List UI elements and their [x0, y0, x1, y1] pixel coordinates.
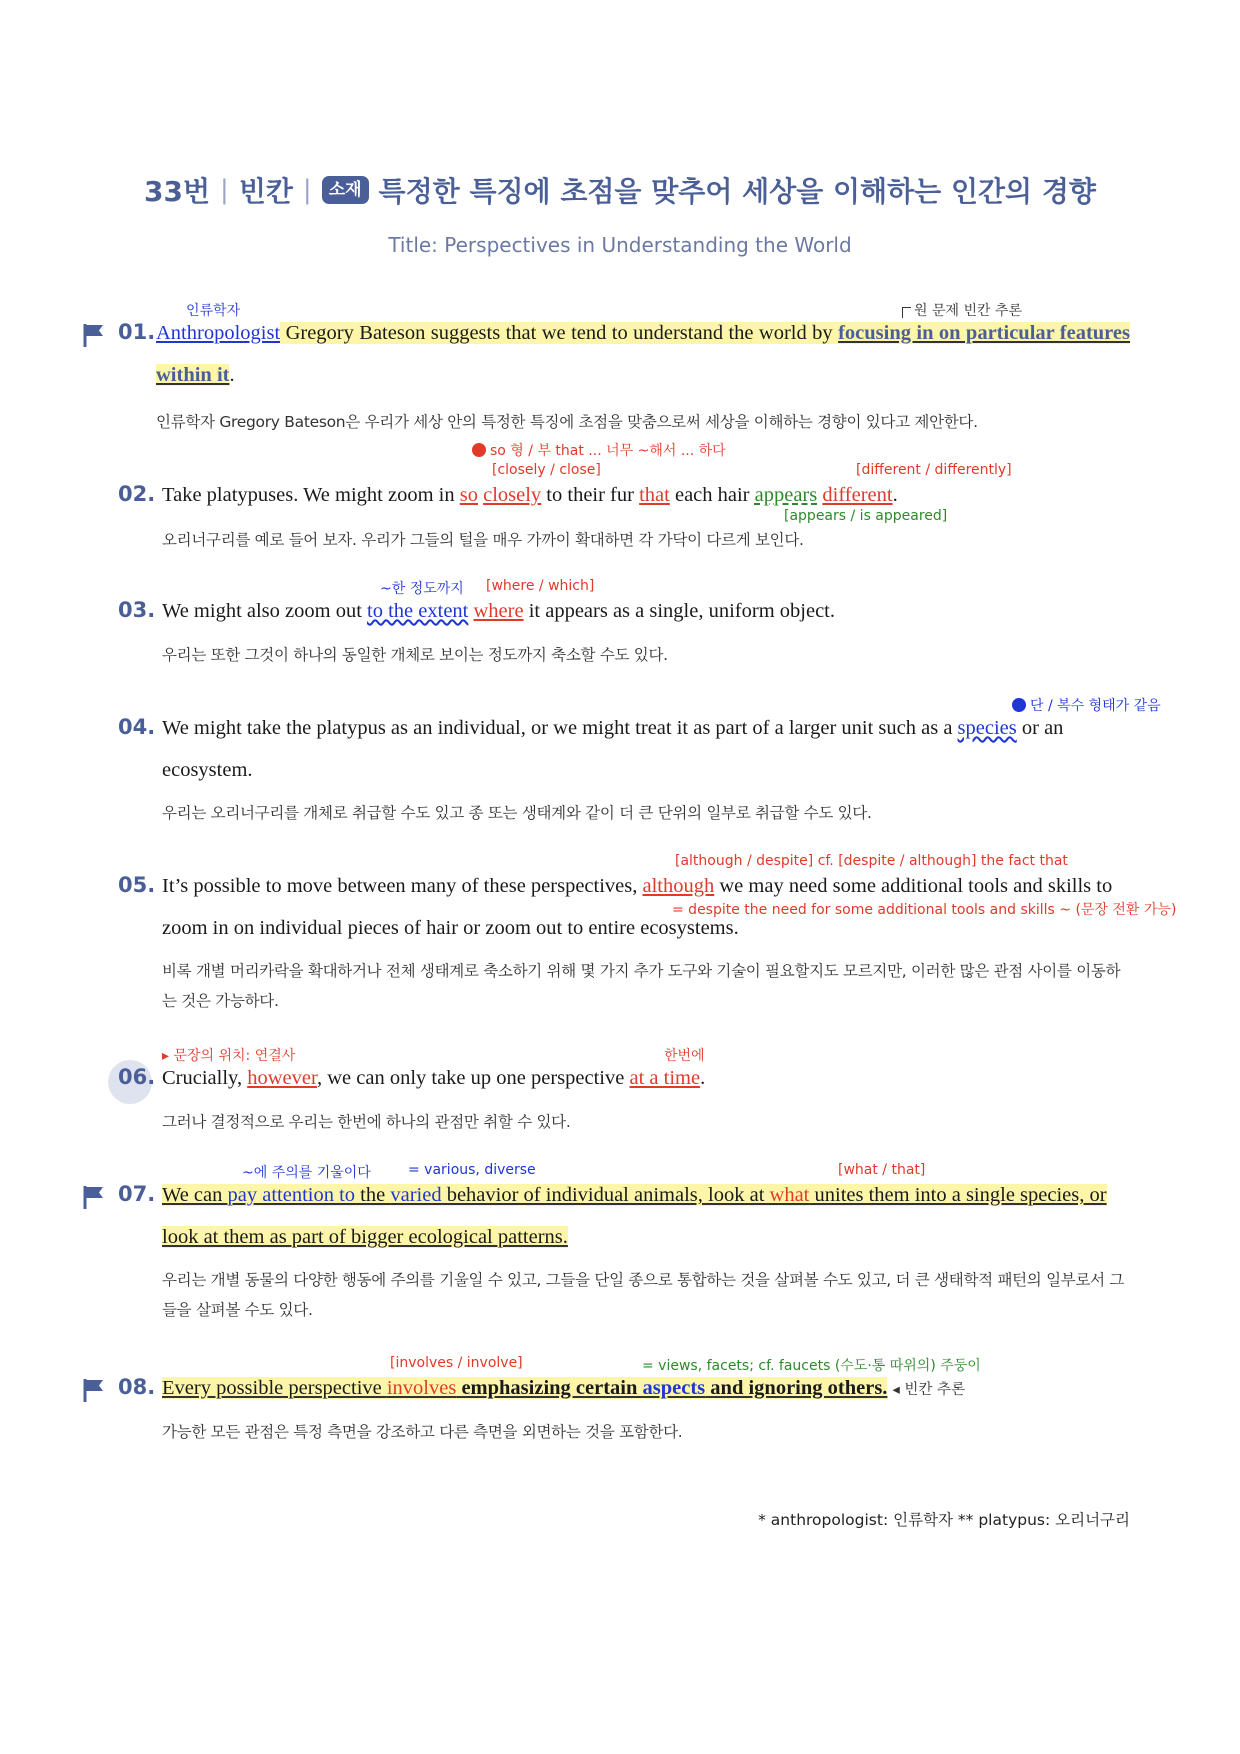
ann-species: 단 / 복수 형태가 같음	[1012, 695, 1161, 715]
word-closely: closely	[483, 484, 542, 506]
phrase-pay-attention: pay attention to	[227, 1184, 356, 1206]
ann-aspects: = views, facets; cf. faucets (수도·통 따위의) 주둥이	[642, 1358, 981, 1374]
ann-despite-the-need: = despite the need for some additional tools and skills ~ (문장 전환 가능)	[672, 902, 1177, 918]
english-sentence: Take platypuses. We might zoom in so closely to their fur that each hair appears different.	[162, 484, 898, 506]
korean-translation: 우리는 또한 그것이 하나의 동일한 개체로 보이는 정도까지 축소할 수도 있다.	[162, 646, 668, 664]
header-title: 33번 | 빈칸 | 소재 특정한 특징에 초점을 맞추어 세상을 이해하는 인간의 경향	[144, 170, 1096, 210]
flag-icon	[82, 1377, 106, 1403]
ann-anthropologist: 인류학자	[186, 303, 241, 319]
ann-at-a-time: 한번에	[664, 1048, 705, 1064]
sentence-number: 08.	[118, 1375, 156, 1399]
ann-different: [different / differently]	[856, 462, 1012, 478]
english-sentence: We might also zoom out to the extent where it appears as a single, uniform object.	[162, 600, 835, 622]
text-mid: Gregory Bateson suggests that we tend to understand the world by	[280, 322, 839, 344]
korean-translation: 우리는 개별 동물의 다양한 행동에 주의를 기울일 수 있고, 그들을 단일 종으로 통합하는 것을 살펴볼 수도 있고, 더 큰 생태학적 패턴의 일부로서 그들을 살펴볼 수도 있다.	[162, 1271, 1125, 1319]
page-header	[0, 170, 1240, 210]
sentence-number: 06.	[118, 1065, 156, 1089]
key-phrase: focusing in on particular features within it	[156, 322, 1130, 386]
english-title: Title: Perspectives in Understanding the World	[388, 233, 852, 257]
word-so: so	[459, 484, 478, 506]
word-involves: involves	[386, 1377, 457, 1399]
hand-icon	[472, 443, 486, 457]
topic-badge: 소재	[322, 176, 369, 204]
word-aspects: aspects	[642, 1377, 706, 1399]
word-varied: varied	[390, 1184, 442, 1206]
korean-translation: 비록 개별 머리카락을 확대하거나 전체 생태계로 축소하기 위해 몇 가지 추가 도구와 기술이 필요할지도 모르지만, 이러한 많은 관점 사이를 이동하는 것은 가능하다.	[162, 962, 1121, 1010]
sentence-number: 01.	[118, 320, 156, 344]
phrase-at-a-time: at a time	[629, 1067, 701, 1089]
question-type: 빈칸	[238, 175, 293, 208]
sentence-number: 02.	[118, 482, 156, 506]
ann-appears: [appears / is appeared]	[784, 508, 948, 524]
sentence-number: 03.	[118, 598, 156, 622]
english-sentence: It’s possible to move between many of these perspectives, although we may need some additional tools and skills to zoom in on individual pieces of hair or zoom out to entire ecosystems.	[162, 875, 1113, 939]
korean-translation: 오리너구리를 예로 들어 보자. 우리가 그들의 털을 매우 가까이 확대하면 각 가닥이 다르게 보인다.	[162, 531, 804, 549]
word-that: that	[639, 484, 670, 506]
flag-icon	[82, 1184, 106, 1210]
ann-blank-inference: ◂ 빈칸 추론	[892, 1382, 966, 1398]
ann-sentence-position: ▸ 문장의 위치: 연결사	[162, 1048, 296, 1064]
phrase-to-the-extent: to the extent	[367, 600, 469, 622]
english-sentence: Anthropologist Gregory Bateson suggests that we tend to understand the world by focusing in on particular features within it.	[156, 322, 1130, 386]
ann-closely: [closely / close]	[492, 462, 601, 478]
word-anthropologist: Anthropologist	[156, 322, 281, 344]
ann-to-the-extent: ~한 정도까지	[380, 581, 464, 597]
sentence-number: 05.	[118, 873, 156, 897]
korean-translation: 인류학자 Gregory Bateson은 우리가 세상 안의 특정한 특징에 초점을 맞춤으로써 세상을 이해하는 경향이 있다고 제안한다.	[156, 413, 978, 431]
ann-what: [what / that]	[838, 1162, 926, 1178]
english-sentence: Every possible perspective involves emphasizing certain aspects and ignoring others. ◂ 빈칸 추론	[162, 1377, 966, 1399]
english-sentence: Crucially, however, we can only take up one perspective at a time.	[162, 1067, 706, 1089]
sentence-number: 04.	[118, 715, 156, 739]
ann-involves: [involves / involve]	[390, 1355, 523, 1371]
korean-translation: 그러나 결정적으로 우리는 한번에 하나의 관점만 취할 수 있다.	[162, 1113, 571, 1131]
word-what: what	[769, 1184, 810, 1206]
korean-translation: 가능한 모든 관점은 특정 측면을 강조하고 다른 측면을 외면하는 것을 포함한다.	[162, 1423, 683, 1441]
word-however: however	[247, 1067, 317, 1089]
word-where: where	[473, 600, 524, 622]
word-appears: appears	[754, 484, 818, 506]
english-sentence: We might take the platypus as an individual, or we might treat it as part of a larger unit such as a species or an ecosystem.	[162, 717, 1064, 781]
footnote: * anthropologist: 인류학자 ** platypus: 오리너구리	[758, 1511, 1130, 1529]
ann-although: [although / despite] cf. [despite / although] the fact that	[675, 853, 1068, 869]
korean-translation: 우리는 오리너구리를 개체로 취급할 수도 있고 종 또는 생태계와 같이 더 큰 단위의 일부로 취급할 수도 있다.	[162, 804, 872, 822]
word-although: although	[642, 875, 715, 897]
ann-so-that: so 형 / 부 that ... 너무 ~해서 ... 하다	[472, 440, 726, 460]
sentence-number: 07.	[118, 1182, 156, 1206]
ann-where: [where / which]	[486, 578, 595, 594]
question-number: 33번	[144, 175, 211, 208]
flag-icon	[82, 322, 106, 348]
word-species: species	[957, 717, 1017, 739]
word-different: different	[822, 484, 893, 506]
ann-pay-attention: ~에 주의를 기울이다	[242, 1165, 371, 1181]
ann-blank-origin: 원 문제 빈칸 추론	[902, 300, 1022, 320]
ann-varied: = various, diverse	[408, 1162, 536, 1178]
english-sentence: We can pay attention to the varied behavior of individual animals, look at what unites them into a single species, or look at them as part of bigger ecological patterns.	[162, 1184, 1107, 1248]
topic-title: 특정한 특징에 초점을 맞추어 세상을 이해하는 인간의 경향	[378, 175, 1096, 208]
